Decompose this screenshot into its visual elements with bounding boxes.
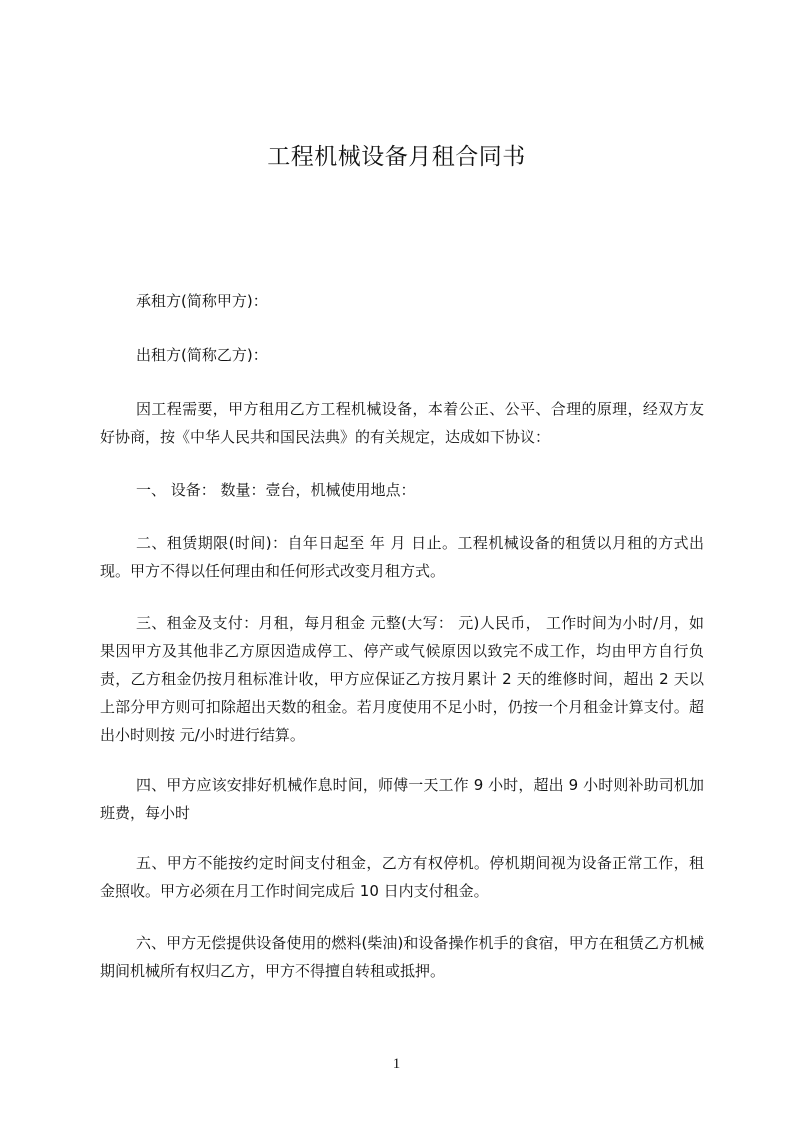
- lessee-line: 承租方(简称甲方)：: [136, 292, 268, 310]
- clause-2: 二、租赁期限(时间)：自年日起至 年 月 日止。工程机械设备的租赁以月租的方式出现。甲方不得以任何理由和任何形式改变月租方式。: [100, 534, 704, 580]
- lessor-line: 出租方(简称乙方)：: [136, 346, 268, 364]
- clause-4: 四、甲方应该安排好机械作息时间，师傅一天工作 9 小时，超出 9 小时则补助司机加班费，每小时: [100, 776, 704, 822]
- intro-paragraph: 因工程需要，甲方租用乙方工程机械设备，本着公正、公平、合理的原理，经双方友好协商，按《中华人民共和国民法典》的有关规定，达成如下协议：: [100, 400, 704, 446]
- page-number: 1: [392, 1056, 401, 1072]
- clause-3: 三、租金及支付：月租，每月租金 元整(大写： 元)人民币， 工作时间为小时/月，如果因甲方及其他非乙方原因造成停工、停产或气候原因以致完不成工作，均由甲方自行负责，乙方租金仍按月租标准计收，甲方应保证乙方按月累计 2 天的维修时间，超出 2 天以上部分甲方则可扣除超出天数的租金。若月度使用不足小时，仍按一个月租金计算支付。超出小时则按 元/小时进行结算。: [100, 614, 704, 744]
- clause-6: 六、甲方无偿提供设备使用的燃料(柴油)和设备操作机手的食宿，甲方在租赁乙方机械期间机械所有权归乙方，甲方不得擅自转租或抵押。: [100, 934, 704, 980]
- clause-1: 一、 设备： 数量：壹台，机械使用地点：: [136, 481, 416, 499]
- document-title: 工程机械设备月租合同书: [267, 144, 526, 170]
- clause-5: 五、甲方不能按约定时间支付租金，乙方有权停机。停机期间视为设备正常工作，租金照收。甲方必须在月工作时间完成后 10 日内支付租金。: [100, 854, 704, 900]
